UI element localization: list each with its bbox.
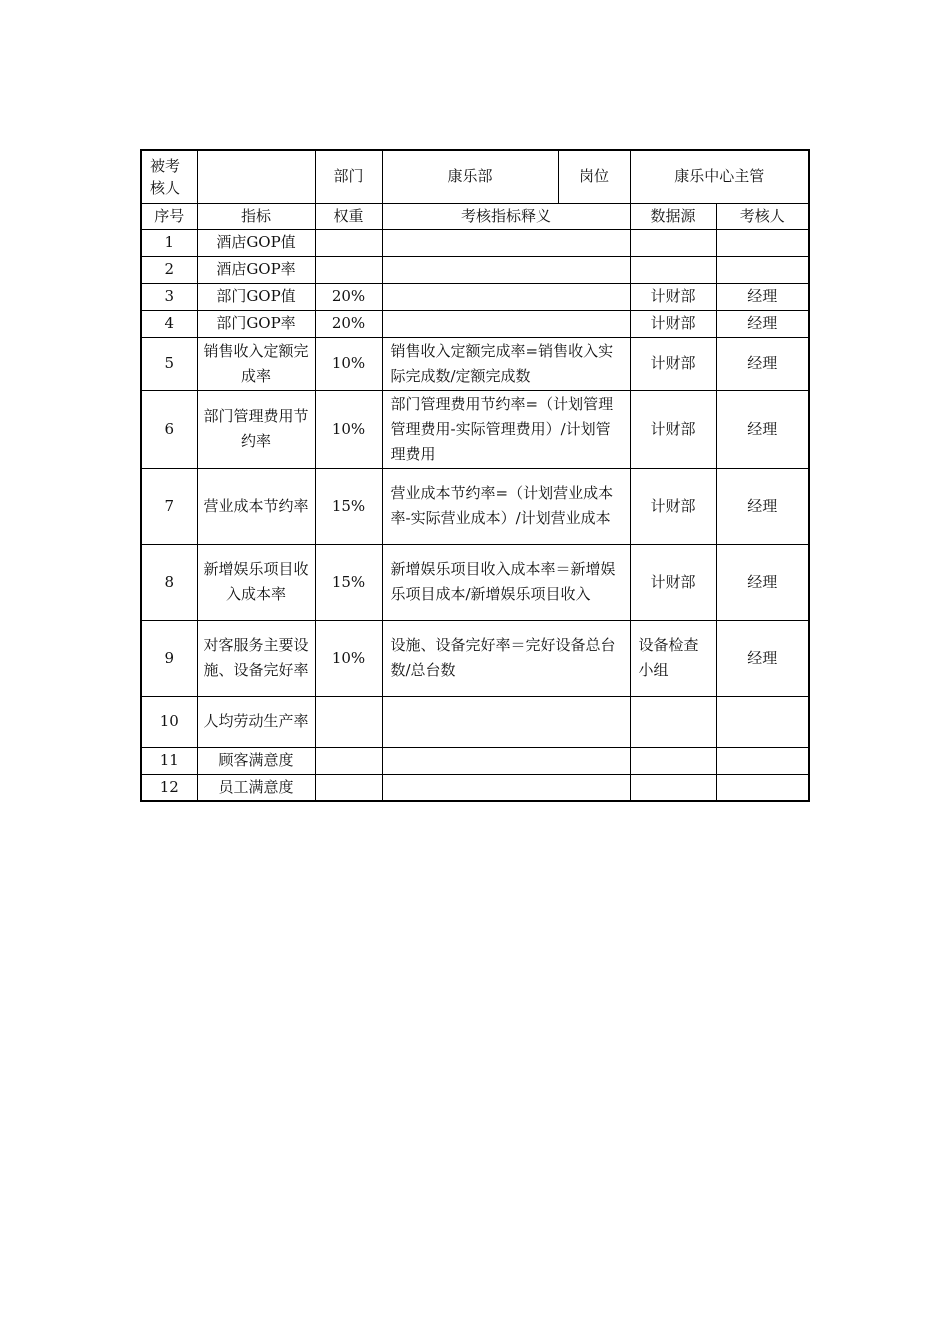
table-row xyxy=(141,544,809,620)
assessee-value xyxy=(197,150,315,203)
row-indicator: 部门GOP值 xyxy=(197,283,315,310)
header-info-row xyxy=(141,150,809,203)
table-row xyxy=(141,468,809,544)
row-source xyxy=(630,256,716,283)
row-assessor: 经理 xyxy=(716,390,809,468)
row-source xyxy=(630,747,716,774)
table-row xyxy=(141,256,809,283)
row-assessor: 经理 xyxy=(716,544,809,620)
row-no: 6 xyxy=(141,390,197,468)
table-row xyxy=(141,747,809,774)
row-no: 4 xyxy=(141,310,197,337)
row-indicator: 新增娱乐项目收入成本率 xyxy=(197,544,315,620)
row-indicator: 酒店GOP值 xyxy=(197,229,315,256)
row-weight: 10% xyxy=(315,390,382,468)
row-assessor xyxy=(716,774,809,801)
table-row xyxy=(141,310,809,337)
row-no: 11 xyxy=(141,747,197,774)
row-no: 9 xyxy=(141,620,197,696)
table-row xyxy=(141,390,809,468)
row-weight: 20% xyxy=(315,283,382,310)
row-definition: 营业成本节约率=（计划营业成本率-实际营业成本）/计划营业成本 xyxy=(382,468,630,544)
table-row xyxy=(141,283,809,310)
column-header-assessor: 考核人 xyxy=(716,203,809,229)
row-weight: 10% xyxy=(315,337,382,390)
department-value: 康乐部 xyxy=(382,150,558,203)
row-indicator: 顾客满意度 xyxy=(197,747,315,774)
table-row xyxy=(141,620,809,696)
row-weight xyxy=(315,747,382,774)
row-definition xyxy=(382,310,630,337)
kpi-table-body xyxy=(141,150,809,801)
assessee-label: 被考核人 xyxy=(141,150,197,203)
row-definition xyxy=(382,283,630,310)
row-weight: 15% xyxy=(315,468,382,544)
row-definition: 部门管理费用节约率=（计划管理管理费用-实际管理费用）/计划管理费用 xyxy=(382,390,630,468)
row-definition: 销售收入定额完成率=销售收入实际完成数/定额完成数 xyxy=(382,337,630,390)
row-no: 8 xyxy=(141,544,197,620)
row-definition xyxy=(382,747,630,774)
row-source xyxy=(630,696,716,747)
kpi-table xyxy=(140,149,810,802)
row-indicator: 部门管理费用节约率 xyxy=(197,390,315,468)
row-assessor: 经理 xyxy=(716,310,809,337)
row-definition xyxy=(382,696,630,747)
row-source xyxy=(630,229,716,256)
column-header-weight: 权重 xyxy=(315,203,382,229)
row-definition xyxy=(382,256,630,283)
row-no: 12 xyxy=(141,774,197,801)
row-assessor: 经理 xyxy=(716,283,809,310)
row-no: 1 xyxy=(141,229,197,256)
department-label: 部门 xyxy=(315,150,382,203)
row-assessor xyxy=(716,256,809,283)
row-source: 计财部 xyxy=(630,544,716,620)
row-indicator: 人均劳动生产率 xyxy=(197,696,315,747)
row-source: 计财部 xyxy=(630,283,716,310)
row-no: 3 xyxy=(141,283,197,310)
row-indicator: 酒店GOP率 xyxy=(197,256,315,283)
table-row xyxy=(141,696,809,747)
row-assessor: 经理 xyxy=(716,620,809,696)
row-weight xyxy=(315,774,382,801)
row-assessor xyxy=(716,229,809,256)
column-header-definition: 考核指标释义 xyxy=(382,203,630,229)
row-assessor: 经理 xyxy=(716,468,809,544)
row-indicator: 对客服务主要设施、设备完好率 xyxy=(197,620,315,696)
row-indicator: 部门GOP率 xyxy=(197,310,315,337)
column-header-indicator: 指标 xyxy=(197,203,315,229)
row-definition xyxy=(382,229,630,256)
row-weight: 20% xyxy=(315,310,382,337)
row-indicator: 员工满意度 xyxy=(197,774,315,801)
row-weight xyxy=(315,256,382,283)
row-source xyxy=(630,774,716,801)
row-weight xyxy=(315,229,382,256)
column-header-row xyxy=(141,203,809,229)
row-assessor xyxy=(716,747,809,774)
row-no: 7 xyxy=(141,468,197,544)
row-source: 计财部 xyxy=(630,310,716,337)
row-no: 10 xyxy=(141,696,197,747)
row-definition: 设施、设备完好率＝完好设备总台数/总台数 xyxy=(382,620,630,696)
column-header-source: 数据源 xyxy=(630,203,716,229)
row-no: 5 xyxy=(141,337,197,390)
table-row xyxy=(141,229,809,256)
row-source: 计财部 xyxy=(630,390,716,468)
row-assessor xyxy=(716,696,809,747)
row-weight: 10% xyxy=(315,620,382,696)
row-weight xyxy=(315,696,382,747)
row-source: 计财部 xyxy=(630,337,716,390)
row-indicator: 销售收入定额完成率 xyxy=(197,337,315,390)
table-row xyxy=(141,337,809,390)
position-label: 岗位 xyxy=(558,150,630,203)
row-weight: 15% xyxy=(315,544,382,620)
column-header-no: 序号 xyxy=(141,203,197,229)
row-assessor: 经理 xyxy=(716,337,809,390)
table-row xyxy=(141,774,809,801)
row-definition: 新增娱乐项目收入成本率＝新增娱乐项目成本/新增娱乐项目收入 xyxy=(382,544,630,620)
row-source: 计财部 xyxy=(630,468,716,544)
row-source: 设备检查小组 xyxy=(630,620,716,696)
row-indicator: 营业成本节约率 xyxy=(197,468,315,544)
row-no: 2 xyxy=(141,256,197,283)
position-value: 康乐中心主管 xyxy=(630,150,809,203)
row-definition xyxy=(382,774,630,801)
